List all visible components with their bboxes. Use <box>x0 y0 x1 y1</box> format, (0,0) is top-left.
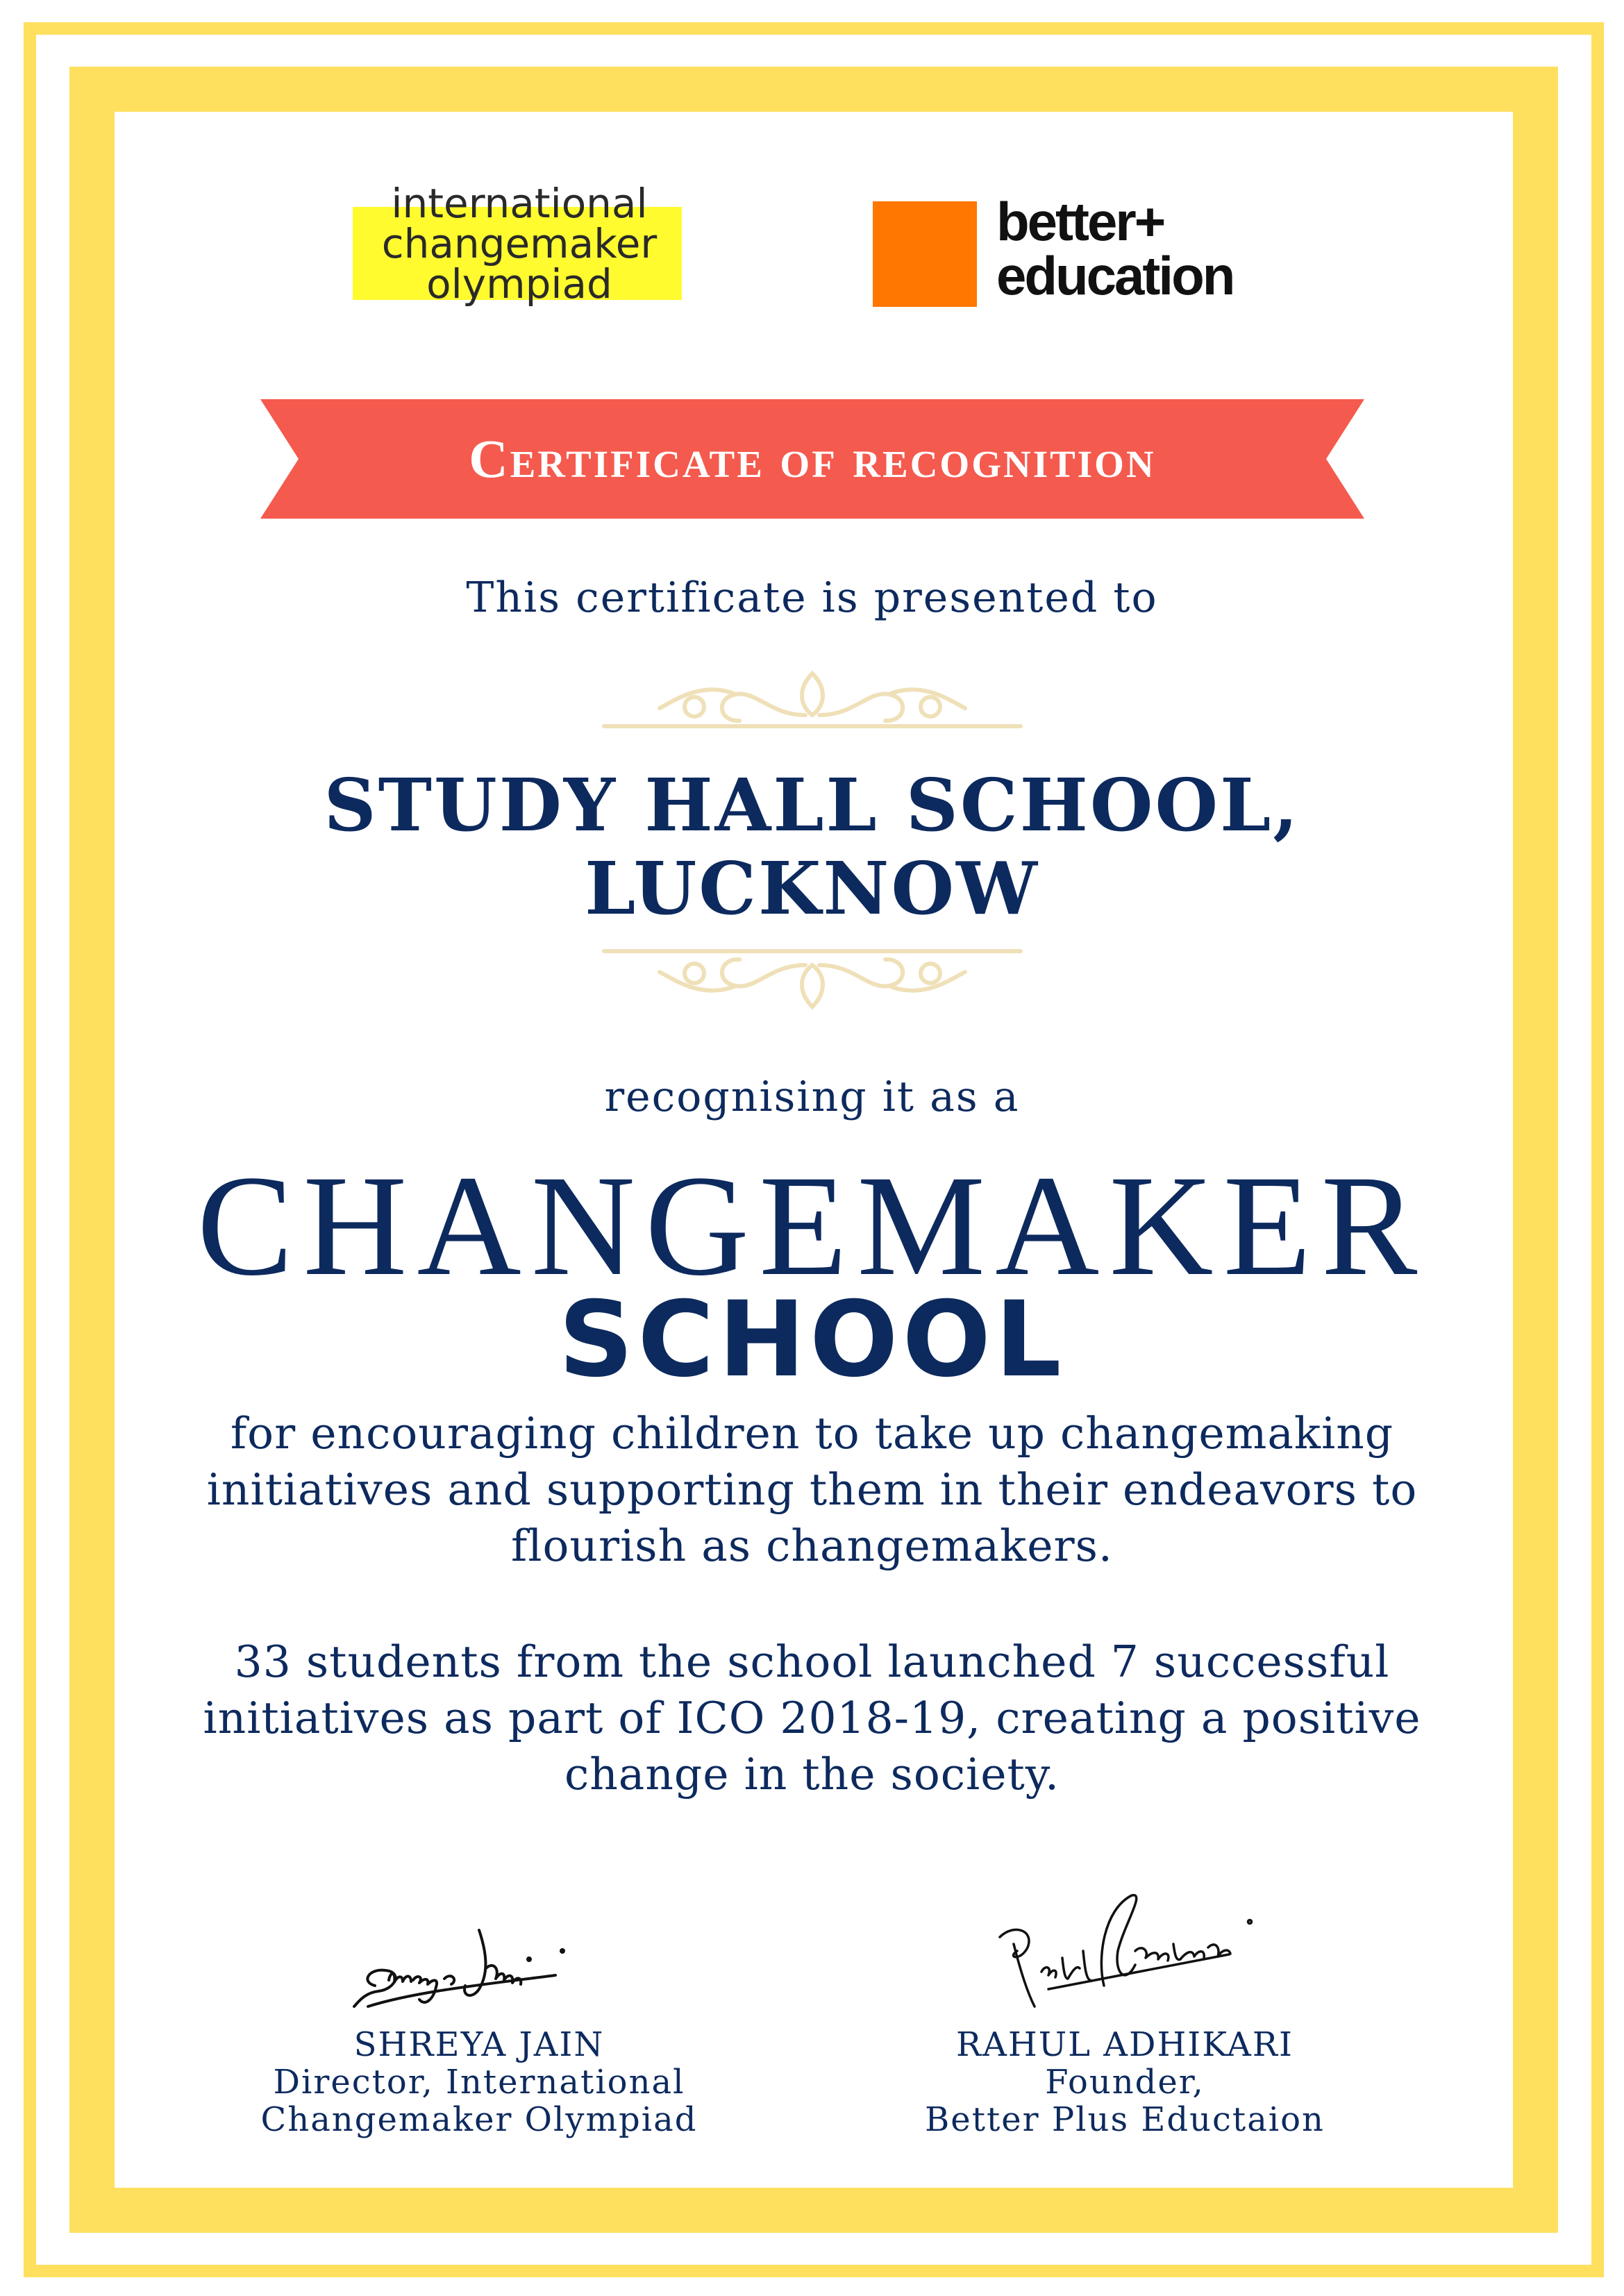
impact-line: initiatives as part of ICO 2018-19, creating a positive <box>203 1693 1421 1743</box>
signer-title-line: Better Plus Eductaion <box>925 2100 1325 2139</box>
award-title: CHANGEMAKER <box>196 1146 1428 1305</box>
impact-line: change in the society. <box>564 1749 1060 1800</box>
reason-line: flourish as changemakers. <box>511 1520 1113 1571</box>
signature-shreya-jain <box>347 1902 576 2020</box>
impact-line: 33 students from the school launched 7 successful <box>234 1636 1390 1687</box>
logo-text-line: olympiad <box>426 260 612 308</box>
certificate-title: Certificate of recognition <box>469 428 1156 489</box>
title-ribbon <box>260 399 1364 519</box>
logo-text-line: international <box>391 180 648 227</box>
signature-rahul-adhikari <box>986 1882 1264 2020</box>
signer-block-left <box>250 2026 708 2138</box>
signer-name: RAHUL ADHIKARI <box>956 2025 1294 2064</box>
impact-paragraph <box>0 1634 1624 1802</box>
signer-title-line: Changemaker Olympiad <box>260 2100 698 2139</box>
signer-title-line: Founder, <box>1045 2063 1205 2102</box>
ornament-divider-bottom-icon <box>597 937 1028 1014</box>
ico-logo <box>353 180 686 308</box>
recipient-name <box>0 764 1624 930</box>
orange-square-mark <box>873 201 977 307</box>
signer-name: SHREYA JAIN <box>353 2025 605 2064</box>
reason-line: initiatives and supporting them in their endeavors to <box>206 1464 1418 1515</box>
recognising-text: recognising it as a <box>604 1073 1020 1121</box>
reason-line: for encouraging children to take up changemaking <box>230 1408 1394 1459</box>
logo-text-line: better+ <box>996 191 1164 252</box>
recipient-name-line: LUCKNOW <box>585 846 1039 931</box>
logo-text-line: changemaker <box>381 220 658 267</box>
signer-title-line: Director, International <box>273 2063 685 2102</box>
logo-text-line: education <box>996 245 1234 306</box>
reason-paragraph <box>0 1405 1624 1574</box>
presented-to-text: This certificate is presented to <box>466 573 1158 622</box>
signer-block-right <box>896 2026 1354 2138</box>
award-subtitle: SCHOOL <box>558 1280 1066 1400</box>
ornament-divider-top-icon <box>597 667 1028 743</box>
better-plus-logo <box>873 191 1289 312</box>
recipient-name-line: STUDY HALL SCHOOL, <box>324 762 1300 848</box>
